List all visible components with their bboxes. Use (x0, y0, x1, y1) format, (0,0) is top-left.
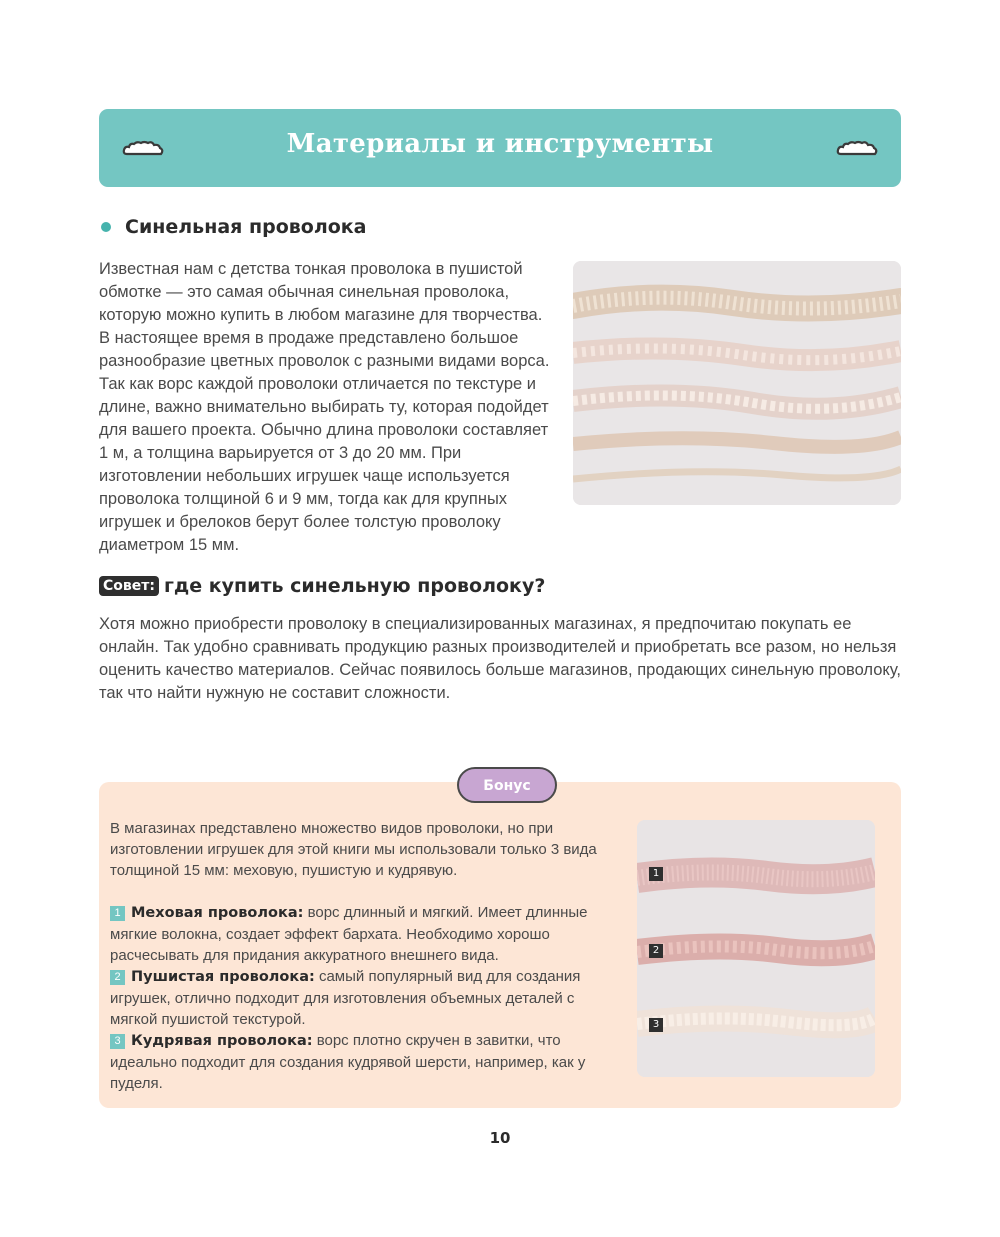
item-text: самый популярный вид для создания игрушек, отлично подходит для изготовления объемных деталей с мягкой пушистой текстурой. (110, 968, 581, 1028)
bonus-intro: В магазинах представлено множество видов проволоки, но при изготовлении игрушек для этой книги мы использовали только 3 вида толщиной 15 мм: меховую, пушистую и кудрявую. (110, 820, 597, 879)
chapter-title: Материалы и инструменты (286, 129, 714, 159)
tip-paragraph: Хотя можно приобрести проволоку в специализированных магазинах, я предпочитаю покупать ее онлайн. Так удобно сравнивать продукцию разных производителей и приобретать все разом, но нельзя оценить качество материалов. Сейчас появилось больше магазинов, продающих синельную проволоку, так что найти нужную не составит сложности. (99, 615, 901, 702)
item-term: Меховая проволока: (131, 905, 304, 921)
photo-label: 1 (649, 867, 663, 881)
item-number: 2 (110, 970, 125, 985)
tip-heading (99, 575, 545, 597)
section-heading-text: Синельная проволока (125, 216, 367, 238)
list-item (110, 1030, 615, 1094)
tip-badge: Совет: (99, 576, 159, 596)
list-item (110, 902, 615, 966)
bonus-label: Бонус (457, 767, 557, 803)
chapter-banner (99, 109, 901, 187)
photo-label: 3 (649, 1018, 663, 1032)
section-heading (101, 216, 367, 238)
bullet-icon (101, 222, 111, 232)
photo-label: 2 (649, 944, 663, 958)
page-number: 10 (489, 1129, 511, 1147)
item-text: ворс длинный и мягкий. Имеет длинные мягкие волокна, создает эффект бархата. Необходимо хорошо расчесывать для придания аккуратного внешнего вида. (110, 904, 588, 964)
tip-heading-text: где купить синельную проволоку? (163, 575, 546, 597)
wire-types-image (637, 820, 875, 1077)
bonus-text (110, 818, 615, 1094)
wire-types-photo (637, 820, 875, 1077)
cloud-icon (835, 139, 879, 159)
chenille-wire-photo (573, 261, 901, 505)
item-text: ворс плотно скручен в завитки, что идеально подходит для создания кудрявой шерсти, например, как у пуделя. (110, 1032, 586, 1092)
item-number: 3 (110, 1034, 125, 1049)
item-number: 1 (110, 906, 125, 921)
section-paragraph: Известная нам с детства тонкая проволока в пушистой обмотке — это самая обычная синельная проволока, которую можно купить в любом магазине для творчества. В настоящее время в продаже представлено большое разнообразие цветных проволок с разными видами ворса. Так как ворс каждой проволоки отличается по текстуре и длине, важно внимательно выбирать ту, которая подойдет для вашего проекта. Обычно длина проволоки составляет 1 м, а толщина варьируется от 3 до 20 мм. При изготовлении небольших игрушек чаще используется проволока толщиной 6 и 9 мм, тогда как для крупных игрушек и брелоков берут более толстую проволоку диаметром 15 мм. (99, 260, 550, 554)
chenille-wires-image (573, 261, 901, 505)
item-term: Пушистая проволока: (131, 969, 315, 985)
item-term: Кудрявая проволока: (131, 1033, 313, 1049)
list-item (110, 966, 615, 1030)
